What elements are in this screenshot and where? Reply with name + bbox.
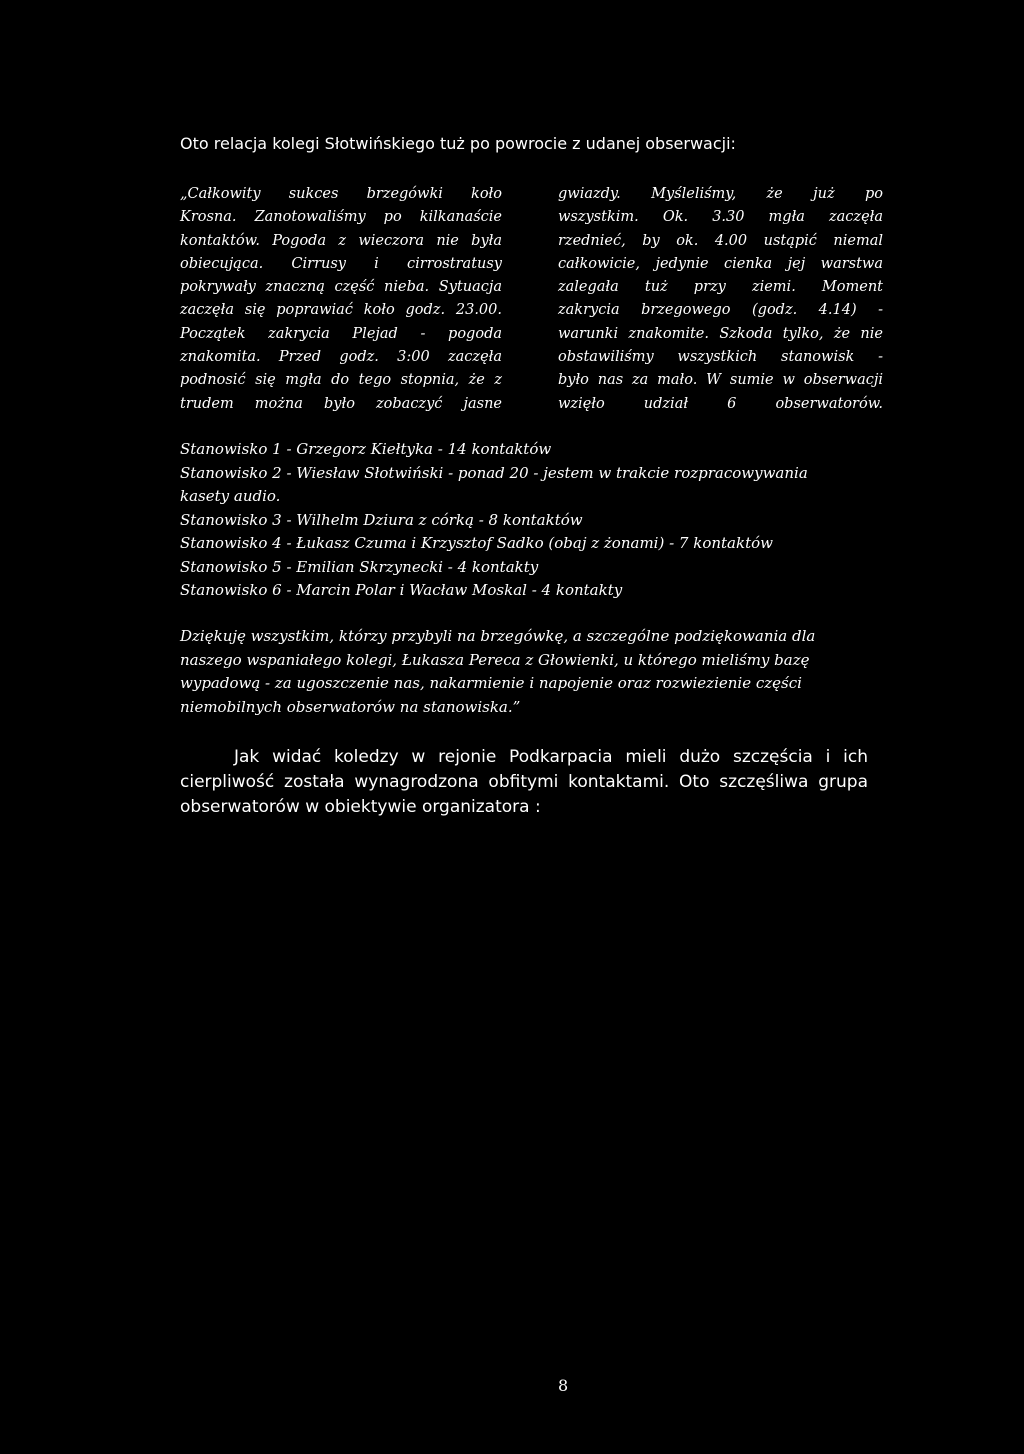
- report-line: rzednieć, by ok. 4.00 ustąpić niemal: [558, 232, 883, 249]
- report-line: zalegała tuż przy ziemi. Moment: [558, 279, 883, 296]
- report-line: Krosna. Zanotowaliśmy po kilkanaście: [180, 209, 502, 226]
- summary-line: Jak widać koledzy w rejonie Podkarpacia mieli dużo szczęścia i ich: [234, 747, 868, 767]
- thanks-line: naszego wspaniałego kolegi, Łukasza Pereca z Głowienki, u którego mieliśmy bazę: [180, 650, 810, 669]
- report-line: obstawiliśmy wszystkich stanowisk -: [558, 349, 883, 366]
- thanks-line: Dziękuję wszystkim, którzy przybyli na brzegówkę, a szczególne podziękowania dla: [180, 627, 816, 645]
- report-line: podnosić się mgła do tego stopnia, że z: [180, 372, 502, 389]
- thanks-line: niemobilnych obserwatorów na stanowiska.”: [180, 697, 521, 716]
- thanks-paragraph: [180, 625, 860, 719]
- station-item: Stanowisko 3 - Wilhelm Dziura z córką - 8 kontaktów: [180, 510, 583, 529]
- station-item: Stanowisko 5 - Emilian Skrzynecki - 4 kontakty: [180, 557, 539, 576]
- station-item: Stanowisko 2 - Wiesław Słotwiński - ponad 20 - jestem w trakcie rozpracowywania: [180, 463, 808, 482]
- station-item: Stanowisko 6 - Marcin Polar i Wacław Moskal - 4 kontakty: [180, 581, 623, 599]
- report-line: Początek zakrycia Plejad - pogoda: [180, 325, 502, 342]
- report-line: było nas za mało. W sumie w obserwacji: [558, 372, 883, 389]
- report-line: wzięło udział 6 obserwatorów.: [558, 395, 883, 412]
- report-line: zakrycia brzegowego (godz. 4.14) -: [558, 302, 883, 319]
- page-number: 8: [558, 1376, 569, 1395]
- report-line: całkowicie, jedynie cienka jej warstwa: [558, 255, 883, 272]
- station-item: kasety audio.: [180, 487, 281, 505]
- report-line: trudem można było zobaczyć jasne: [180, 395, 502, 412]
- station-list: [180, 438, 860, 603]
- report-line: pokrywały znaczną część nieba. Sytuacja: [180, 279, 502, 296]
- summary-line: obserwatorów w obiektywie organizatora :: [180, 797, 541, 817]
- report-line: warunki znakomite. Szkoda tylko, że nie: [558, 325, 883, 342]
- station-item: Stanowisko 1 - Grzegorz Kiełtyka - 14 kontaktów: [180, 440, 552, 458]
- summary-paragraph: [180, 745, 868, 820]
- thanks-line: wypadową - za ugoszczenie nas, nakarmienie i napojenie oraz rozwiezienie części: [180, 674, 802, 692]
- report-column-right: [558, 183, 883, 416]
- report-line: gwiazdy. Myśleliśmy, że już po: [558, 186, 883, 202]
- report-line: znakomita. Przed godz. 3:00 zaczęła: [180, 349, 502, 366]
- summary-line: cierpliwość została wynagrodzona obfitymi kontaktami. Oto szczęśliwa grupa: [180, 772, 868, 792]
- report-line: obiecująca. Cirrusy i cirrostratusy: [180, 255, 502, 272]
- station-item: Stanowisko 4 - Łukasz Czuma i Krzysztof Sadko (obaj z żonami) - 7 kontaktów: [180, 534, 773, 552]
- report-line: „Całkowity sukces brzegówki koło: [180, 186, 502, 202]
- report-line: wszystkim. Ok. 3.30 mgła zaczęła: [558, 209, 883, 226]
- report-column-left: [180, 183, 502, 416]
- intro-sentence: Oto relacja kolegi Słotwińskiego tuż po powrocie z udanej obserwacji:: [180, 134, 736, 153]
- report-line: zaczęła się poprawiać koło godz. 23.00.: [180, 302, 502, 319]
- report-line: kontaktów. Pogoda z wieczora nie była: [180, 232, 502, 249]
